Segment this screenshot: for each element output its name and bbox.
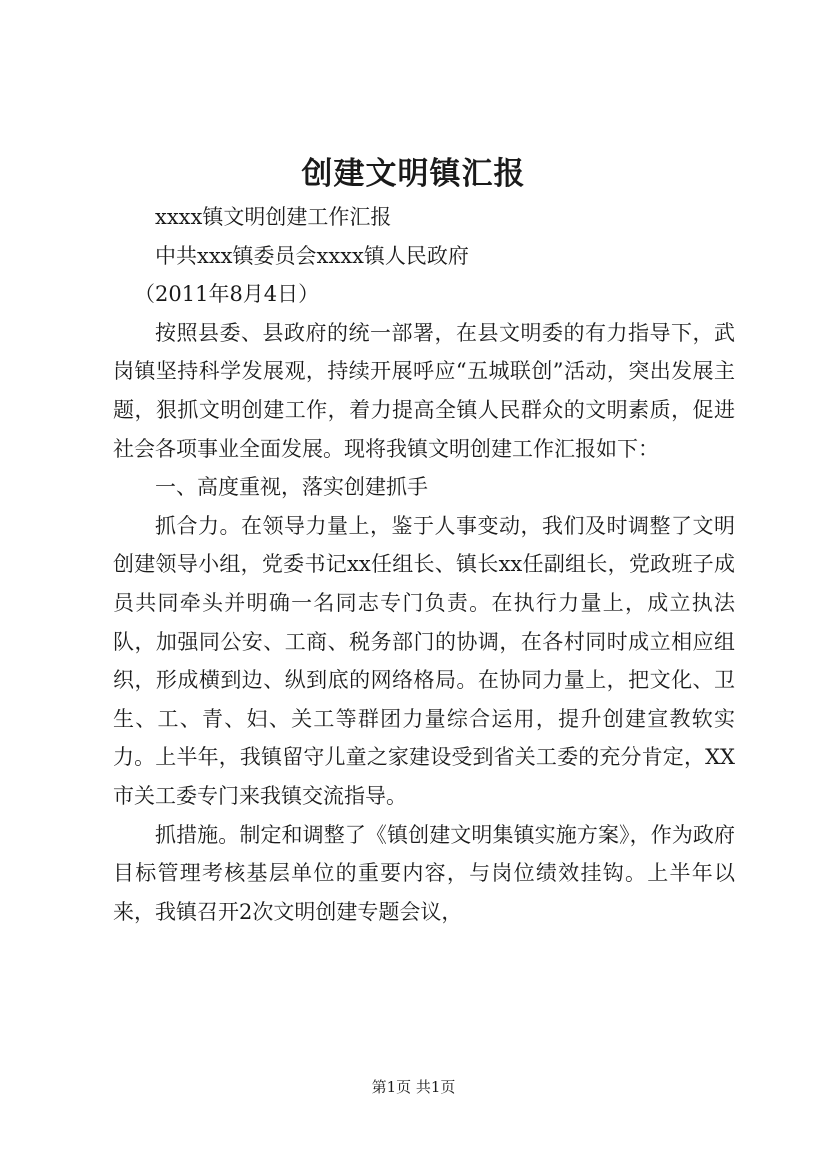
- paragraph-intro: 按照县委、县政府的统一部署，在县文明委的有力指导下，武岗镇坚持科学发展观，持续开展呼应“五城联创”活动，突出发展主题，狠抓文明创建工作，着力提高全镇人民群众的文明素质，促进社会各项事业全面发展。现将我镇文明创建工作汇报如下：: [113, 320, 735, 461]
- document-title: 创建文明镇汇报: [301, 156, 526, 192]
- paragraph-subtitle: xxxx镇文明创建工作汇报: [155, 205, 392, 229]
- paragraph-body: 抓措施。制定和调整了《镇创建文明集镇实施方案》，作为政府目标管理考核基层单位的重要内容，与岗位绩效挂钩。上半年以来，我镇召开2次文明创建专题会议，: [113, 822, 735, 924]
- page-footer: 第1页 共1页: [371, 1078, 456, 1096]
- paragraph-body: 抓合力。在领导力量上，鉴于人事变动，我们及时调整了文明创建领导小组，党委书记xx任组长、镇长xx任副组长，党政班子成员共同牵头并明确一名同志专门负责。在执行力量上，成立执法队，加强同公安、工商、税务部门的协调，在各村同时成立相应组织，形成横到边、纵到底的网络格局。在协同力量上，把文化、卫生、工、青、妇、关工等群团力量综合运用，提升创建宣教软实力。上半年，我镇留守儿童之家建设受到省关工委的充分肯定，XX市关工委专门来我镇交流指导。: [113, 513, 735, 808]
- document-body: [113, 198, 735, 931]
- paragraph-issuer: 中共xxx镇委员会xxxx镇人民政府: [155, 243, 469, 268]
- section-heading: 一、高度重视，落实创建抓手: [155, 475, 428, 500]
- paragraph-date: （2011年8月4日）: [134, 282, 320, 307]
